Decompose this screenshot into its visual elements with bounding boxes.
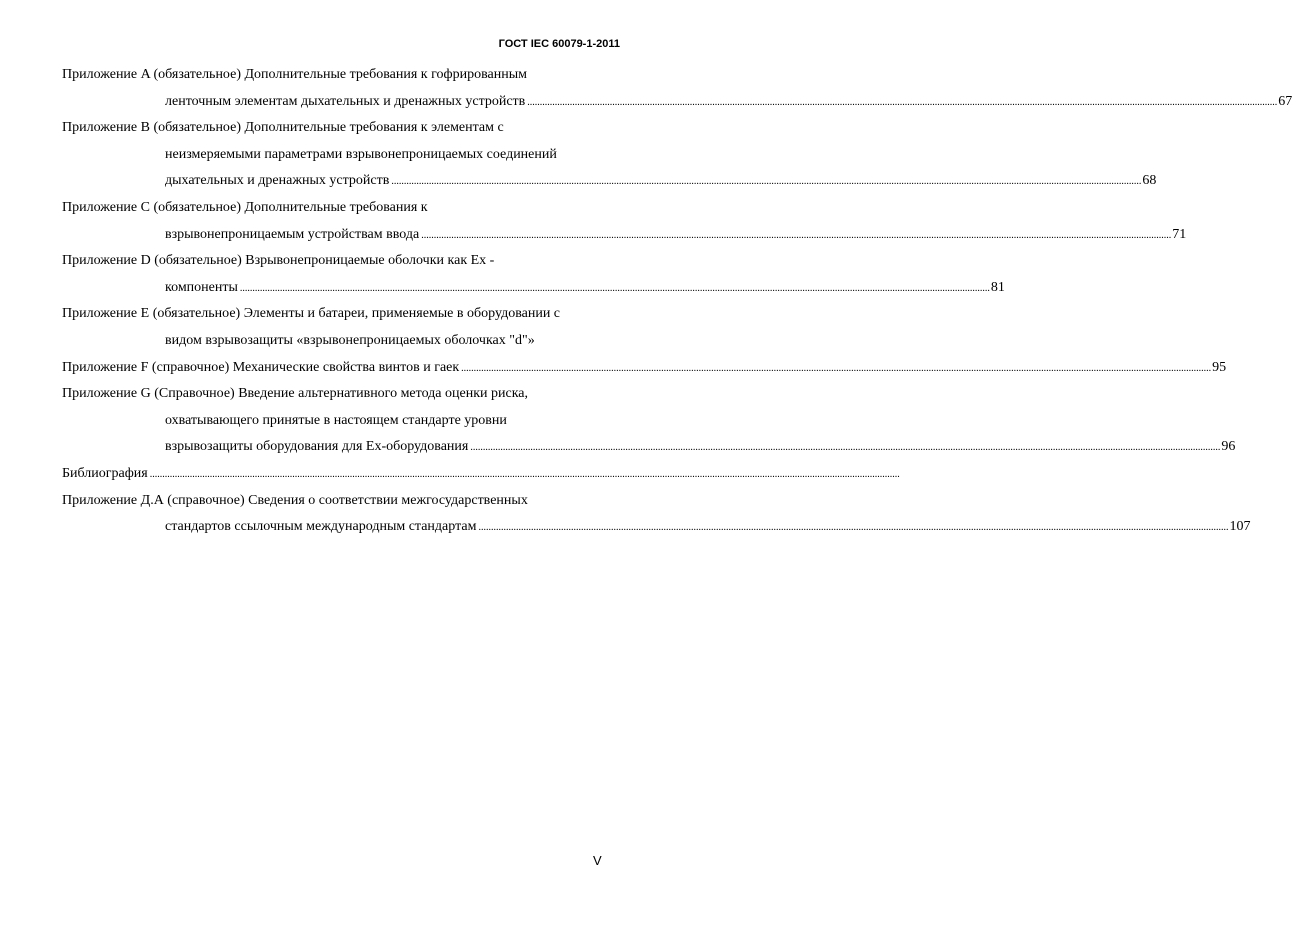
document-header: ГОСТ IEC 60079-1-2011 bbox=[498, 38, 620, 50]
toc-entry-page: 96 bbox=[1221, 439, 1236, 455]
toc-entry-label: Приложение C (обязательное) Дополнительные требования к bbox=[62, 199, 428, 215]
toc-leader-dots: ............................................................................................................................................................................................................................................................................................................ bbox=[527, 96, 1278, 108]
toc-entry-label: Приложение G (Справочное) Введение альтернативного метода оценки риска, bbox=[62, 386, 529, 402]
table-of-contents bbox=[62, 62, 1292, 541]
toc-entry bbox=[62, 142, 622, 169]
toc-entry-label: неизмеряемыми параметрами взрывонепроницаемых соединений bbox=[165, 146, 557, 162]
toc-entry-page: 107 bbox=[1229, 519, 1251, 535]
toc-entry bbox=[62, 195, 622, 222]
toc-entry bbox=[62, 115, 622, 142]
toc-entry bbox=[62, 275, 1005, 302]
toc-entry-page: 68 bbox=[1142, 173, 1157, 189]
toc-entry-label: Приложение F (справочное) Механические свойства винтов и гаек bbox=[62, 359, 460, 375]
toc-entry-label: Приложение Д.А (справочное) Сведения о соответствии межгосударственных bbox=[62, 492, 528, 508]
toc-leader-dots: ............................................................................................................................................................................................................................................................................................................ bbox=[421, 229, 1172, 241]
toc-entry-label: взрывозащиты оборудования для Ex-оборудования bbox=[165, 439, 469, 455]
toc-entry bbox=[62, 514, 1251, 541]
toc-entry bbox=[62, 168, 1157, 195]
toc-leader-dots: ............................................................................................................................................................................................................................................................................................................ bbox=[478, 522, 1229, 534]
toc-entry-page: 81 bbox=[990, 279, 1005, 295]
toc-entry bbox=[62, 89, 1292, 116]
toc-entry-page: 67 bbox=[1278, 93, 1292, 109]
toc-entry-page: 71 bbox=[1172, 226, 1187, 242]
toc-entry-label: ленточным элементам дыхательных и дренажных устройств bbox=[165, 93, 526, 109]
toc-entry bbox=[62, 488, 622, 515]
toc-leader-dots: ............................................................................................................................................................................................................................................................................................................ bbox=[149, 468, 900, 480]
toc-entry bbox=[62, 355, 1227, 382]
toc-leader-dots: ............................................................................................................................................................................................................................................................................................................ bbox=[461, 362, 1212, 374]
toc-entry-label: компоненты bbox=[165, 279, 238, 295]
page-number: V bbox=[593, 853, 602, 868]
toc-entry bbox=[62, 248, 622, 275]
toc-entry-label: Библиография bbox=[62, 465, 148, 481]
toc-entry-label: дыхательных и дренажных устройств bbox=[165, 173, 390, 189]
toc-entry bbox=[62, 62, 622, 89]
toc-entry bbox=[62, 434, 1236, 461]
toc-leader-dots: ............................................................................................................................................................................................................................................................................................................ bbox=[470, 442, 1221, 454]
toc-entry bbox=[62, 222, 1187, 249]
toc-entry-label: Приложение E (обязательное) Элементы и батареи, применяемые в оборудовании с bbox=[62, 306, 561, 322]
toc-entry-label: взрывонепроницаемым устройствам ввода bbox=[165, 226, 420, 242]
toc-entry bbox=[62, 301, 622, 328]
toc-entry-page: 95 bbox=[1212, 359, 1227, 375]
toc-entry-label: стандартов ссылочным международным стандартам bbox=[165, 519, 477, 535]
toc-entry bbox=[62, 328, 622, 355]
toc-leader-dots: ............................................................................................................................................................................................................................................................................................................ bbox=[391, 176, 1142, 188]
toc-entry-label: охватывающего принятые в настоящем стандарте уровни bbox=[165, 412, 507, 428]
toc-entry bbox=[62, 381, 622, 408]
toc-entry-label: Приложение B (обязательное) Дополнительные требования к элементам с bbox=[62, 120, 504, 136]
toc-entry-label: Приложение D (обязательное) Взрывонепроницаемые оболочки как Ex - bbox=[62, 253, 495, 269]
toc-leader-dots: ............................................................................................................................................................................................................................................................................................................ bbox=[239, 282, 990, 294]
toc-entry-label: Приложение A (обязательное) Дополнительные требования к гофрированным bbox=[62, 67, 527, 82]
toc-entry bbox=[62, 408, 622, 435]
toc-entry bbox=[62, 461, 900, 488]
toc-entry-label: видом взрывозащиты «взрывонепроницаемых оболочках "d"» bbox=[165, 332, 535, 348]
